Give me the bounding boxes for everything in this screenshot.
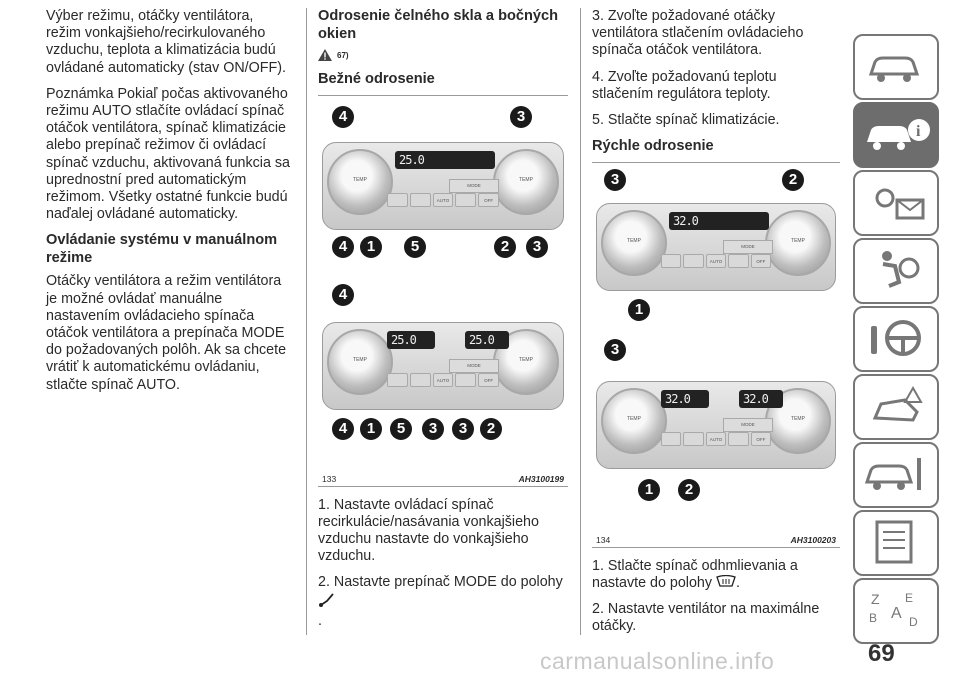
step-5: 5. Stlačte spínač klimatizácie.	[592, 112, 780, 129]
tab-technical-data[interactable]	[853, 510, 939, 576]
recirc-button	[387, 193, 408, 207]
column-2	[318, 8, 568, 639]
svg-text:E: E	[905, 591, 914, 605]
temp-knob-right: TEMP	[493, 329, 559, 395]
callout: 3	[526, 236, 548, 258]
tab-warning-lights[interactable]	[853, 170, 939, 236]
figure-caption	[592, 532, 840, 545]
callout: 5	[404, 236, 426, 258]
index-icon	[861, 586, 931, 634]
svg-text:D: D	[909, 615, 918, 629]
watermark: carmanualsonline.info	[540, 648, 775, 674]
recirc-button	[661, 432, 681, 446]
off-button: OFF	[751, 254, 771, 268]
page-number: 69	[868, 640, 895, 667]
temp-knob-left: TEMP	[327, 149, 393, 215]
callout: 4	[332, 106, 354, 128]
off-button: OFF	[478, 373, 499, 387]
step-2: 2. Nastavte prepínač MODE do polohy .	[318, 574, 563, 629]
temp-knob-left: TEMP	[601, 388, 667, 454]
temp-knob-right: TEMP	[493, 149, 559, 215]
button-row	[387, 193, 499, 207]
warning-lights-icon	[861, 178, 931, 226]
off-button: OFF	[751, 432, 771, 446]
tab-emergency[interactable]	[853, 374, 939, 440]
tab-car-info[interactable]	[853, 102, 939, 168]
tab-maintenance[interactable]	[853, 442, 939, 508]
lcd-display-right: 32.0	[739, 390, 783, 408]
climate-panel-2	[322, 322, 564, 410]
temp-knob-left: TEMP	[601, 210, 667, 276]
rear-defrost-button	[455, 193, 476, 207]
warning-reference	[318, 49, 568, 61]
svg-text:B: B	[869, 611, 878, 625]
auto-button: AUTO	[706, 432, 726, 446]
climate-panel-2	[596, 381, 836, 469]
mode-button: MODE	[449, 359, 499, 373]
figure-134	[592, 162, 840, 548]
callout: 3	[604, 339, 626, 361]
step-4: 4. Zvoľte požadovanú teplotu stlačením regulátora teploty.	[592, 68, 777, 102]
climate-panel-1	[322, 142, 564, 230]
defrost-button	[683, 432, 703, 446]
callout: 5	[390, 418, 412, 440]
callout: 1	[360, 418, 382, 440]
defrost-button	[410, 193, 431, 207]
service-icon	[861, 450, 931, 498]
callout: 4	[332, 418, 354, 440]
rear-defrost-button	[455, 373, 476, 387]
callout: 2	[782, 169, 804, 191]
lcd-display: 32.0	[669, 212, 769, 230]
auto-button: AUTO	[433, 373, 454, 387]
recirc-button	[387, 373, 408, 387]
rear-defrost-button	[728, 254, 748, 268]
mode-button: MODE	[723, 418, 773, 432]
breakdown-icon	[861, 382, 931, 430]
temp-knob-right: TEMP	[765, 210, 831, 276]
heading-defrost: Odrosenie čelného skla a bočných okien	[318, 8, 559, 42]
lcd-display-left: 32.0	[661, 390, 709, 408]
svg-text:i: i	[916, 123, 921, 140]
step-2: 2. Nastavte ventilátor na maximálne otáčky.	[592, 601, 820, 635]
callout: 3	[510, 106, 532, 128]
lcd-display-right: 25.0	[465, 331, 509, 349]
recirc-button	[661, 254, 681, 268]
callout: 1	[360, 236, 382, 258]
foot-vent-icon	[318, 592, 336, 608]
step-3: 3. Zvoľte požadované otáčky ventilátora stlačením ovládacieho spínača otáčok ventilátora.	[592, 8, 804, 59]
column-1	[46, 8, 292, 403]
callout: 4	[332, 284, 354, 306]
figure-number: 134	[596, 534, 611, 545]
auto-button: AUTO	[706, 254, 726, 268]
paragraph-note: Poznámka Pokiaľ počas aktivovaného režimu AUTO stlačíte ovládací spínač otáčok ventilátora, spínač klimatizácie alebo prepínač režimov či ovládací spínač vzduchu, aktivovaná funkcia sa uprednostní pred automatickým režimom. Všetky ostatné funkcie budú naďalej ovládané automaticky.	[46, 85, 290, 223]
callout: 3	[452, 418, 474, 440]
off-button: OFF	[478, 193, 499, 207]
paragraph-manual-mode: Otáčky ventilátora a režim ventilátora je možné ovládať manuálne nastavením ovládacieho spínača otáčok ventilátora a prepínača MODE do požadovaných polôh. Ak sa chcete vrátiť k automatickému ovládaniu, stlačte spínač AUTO.	[46, 273, 287, 393]
lcd-display: 25.0	[395, 151, 495, 169]
callout: 3	[604, 169, 626, 191]
car-icon	[861, 42, 931, 90]
car-info-icon	[861, 110, 931, 158]
subheading-normal-defrost: Bežné odrosenie	[318, 71, 435, 87]
svg-text:Z: Z	[871, 591, 880, 607]
callout: 3	[422, 418, 444, 440]
figure-code: AH3100203	[790, 534, 836, 545]
mode-button: MODE	[449, 179, 499, 193]
defrost-button	[410, 373, 431, 387]
heading-manual-mode: Ovládanie systému v manuálnom režime	[46, 232, 278, 266]
warning-reference-number: 67)	[337, 50, 349, 60]
figure-number: 133	[322, 473, 337, 484]
figure-133	[318, 95, 568, 487]
step-1: 1. Stlačte spínač odhmlievania a nastavte do polohy .	[592, 557, 798, 591]
warning-triangle-icon	[318, 49, 332, 61]
airbag-icon	[861, 246, 931, 294]
callout: 2	[678, 479, 700, 501]
callout: 4	[332, 236, 354, 258]
heading-quick-defrost: Rýchle odrosenie	[592, 138, 714, 155]
callout: 1	[638, 479, 660, 501]
mode-button: MODE	[723, 240, 773, 254]
button-row	[387, 373, 499, 387]
column-divider	[580, 8, 581, 635]
temp-knob-right: TEMP	[765, 388, 831, 454]
svg-text:A: A	[891, 605, 902, 622]
tab-index[interactable]	[853, 578, 939, 644]
button-row	[661, 432, 771, 446]
tab-safety[interactable]	[853, 238, 939, 304]
tab-starting-driving[interactable]	[853, 306, 939, 372]
column-divider	[306, 8, 307, 635]
auto-button: AUTO	[433, 193, 454, 207]
callout: 2	[494, 236, 516, 258]
lcd-display-left: 25.0	[387, 331, 435, 349]
callout: 1	[628, 299, 650, 321]
tab-car-overview[interactable]	[853, 34, 939, 100]
callout: 2	[480, 418, 502, 440]
defrost-button	[683, 254, 703, 268]
figure-caption	[318, 471, 568, 484]
button-row	[661, 254, 771, 268]
step-1: 1. Nastavte ovládací spínač recirkulácie/nasávania vonkajšieho vzduchu nastavte do vonkajšieho vzduchu.	[318, 496, 539, 565]
specs-icon	[861, 518, 931, 566]
temp-knob-left: TEMP	[327, 329, 393, 395]
windshield-defrost-icon	[716, 575, 736, 587]
column-3	[592, 8, 840, 645]
figure-code: AH3100199	[518, 473, 564, 484]
paragraph-auto-mode: Výber režimu, otáčky ventilátora, režim vonkajšieho/recirkulovaného vzduchu, teplota a klimatizácia budú ovládané automaticky (stav ON/OFF).	[46, 8, 286, 76]
steering-icon	[861, 314, 931, 362]
climate-panel-1	[596, 203, 836, 291]
rear-defrost-button	[728, 432, 748, 446]
